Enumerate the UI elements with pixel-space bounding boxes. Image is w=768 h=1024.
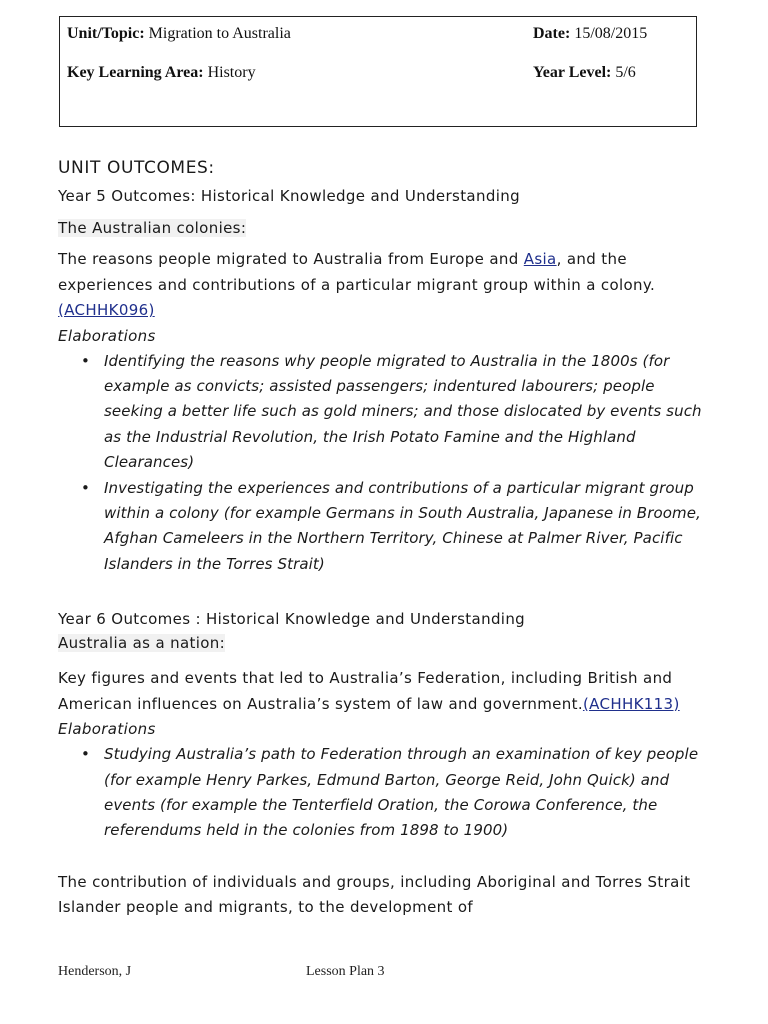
date-field <box>533 25 647 43</box>
key-learning-area-field <box>67 64 256 82</box>
year6-elaborations-list <box>58 742 704 844</box>
asia-link[interactable]: Asia <box>523 250 557 268</box>
year5-para-text-1: The reasons people migrated to Australia from Europe and <box>58 250 524 268</box>
unit-outcomes-title: UNIT OUTCOMES: <box>58 158 215 178</box>
year6-elaborations-label: Elaborations <box>58 720 156 739</box>
year6-subheading-text: Australia as a nation: <box>58 634 226 653</box>
list-item <box>81 742 704 844</box>
document-body <box>58 155 718 921</box>
achhk096-link[interactable]: (ACHHK096) <box>58 301 155 319</box>
year6-para-text: Key figures and events that led to Australia’s Federation, including British and American influences on Australia’s system of law and government. <box>58 669 673 713</box>
key-learning-area-value: History <box>203 64 256 81</box>
bullet-text: Identifying the reasons why people migrated to Australia in the 1800s (for example as convicts; assisted passengers; indentured labourers; people seeking a better life such as gold miners; and those dislocated by events such as the Industrial Revolution, the Irish Potato Famine and the Highland Clearances) <box>104 351 702 472</box>
year6-outcome-paragraph <box>58 666 718 717</box>
footer-author: Henderson, J <box>58 964 132 979</box>
year-level-label: Year Level: <box>533 64 612 81</box>
footer-lesson-plan: Lesson Plan 3 <box>306 964 385 979</box>
key-learning-area-label: Key Learning Area: <box>67 64 204 81</box>
bullet-text: Studying Australia’s path to Federation through an examination of key people (for example Henry Parkes, Edmund Barton, George Reid, John Quick) and events (for example the Tenterfield Oration, the Corowa Conference, the referendums held in the colonies from 1898 to 1900) <box>104 745 699 840</box>
unit-topic-label: Unit/Topic: <box>67 25 145 42</box>
year5-outcome-paragraph <box>58 247 718 324</box>
unit-topic-field <box>67 25 291 43</box>
bullet-text: Investigating the experiences and contributions of a particular migrant group within a colony (for example Germans in South Australia, Japanese in Broome, Afghan Cameleers in the Northern Territory, Chinese at Palmer River, Pacific Islanders in the Torres Strait) <box>104 478 701 573</box>
year5-elaborations-label: Elaborations <box>58 326 156 345</box>
year5-elaborations-list <box>58 349 704 578</box>
date-label: Date: <box>533 25 571 42</box>
list-item <box>81 476 704 578</box>
achhk113-link[interactable]: (ACHHK113) <box>582 694 680 713</box>
bullet-icon: • <box>81 351 90 370</box>
year5-outcomes-heading: Year 5 Outcomes: Historical Knowledge and Understanding <box>58 187 520 205</box>
date-value: 15/08/2015 <box>570 25 648 42</box>
year6-contribution-paragraph: The contribution of individuals and groups, including Aboriginal and Torres Strait Islander people and migrants, to the development of <box>58 872 691 917</box>
bullet-icon: • <box>81 745 90 764</box>
bullet-icon: • <box>81 478 90 497</box>
year-level-value: 5/6 <box>611 64 636 81</box>
unit-topic-value: Migration to Australia <box>144 25 291 42</box>
year6-outcomes-heading: Year 6 Outcomes : Historical Knowledge and Understanding <box>58 610 526 629</box>
lesson-header-box <box>59 16 697 127</box>
year5-subheading-text: The Australian colonies: <box>58 219 247 237</box>
list-item <box>81 349 704 476</box>
year5-para-text-2: , and the experiences and contributions of a particular migrant group within a colony. <box>58 250 656 294</box>
year-level-field <box>533 64 636 82</box>
year5-subheading <box>58 216 718 240</box>
year6-subheading <box>58 631 718 655</box>
